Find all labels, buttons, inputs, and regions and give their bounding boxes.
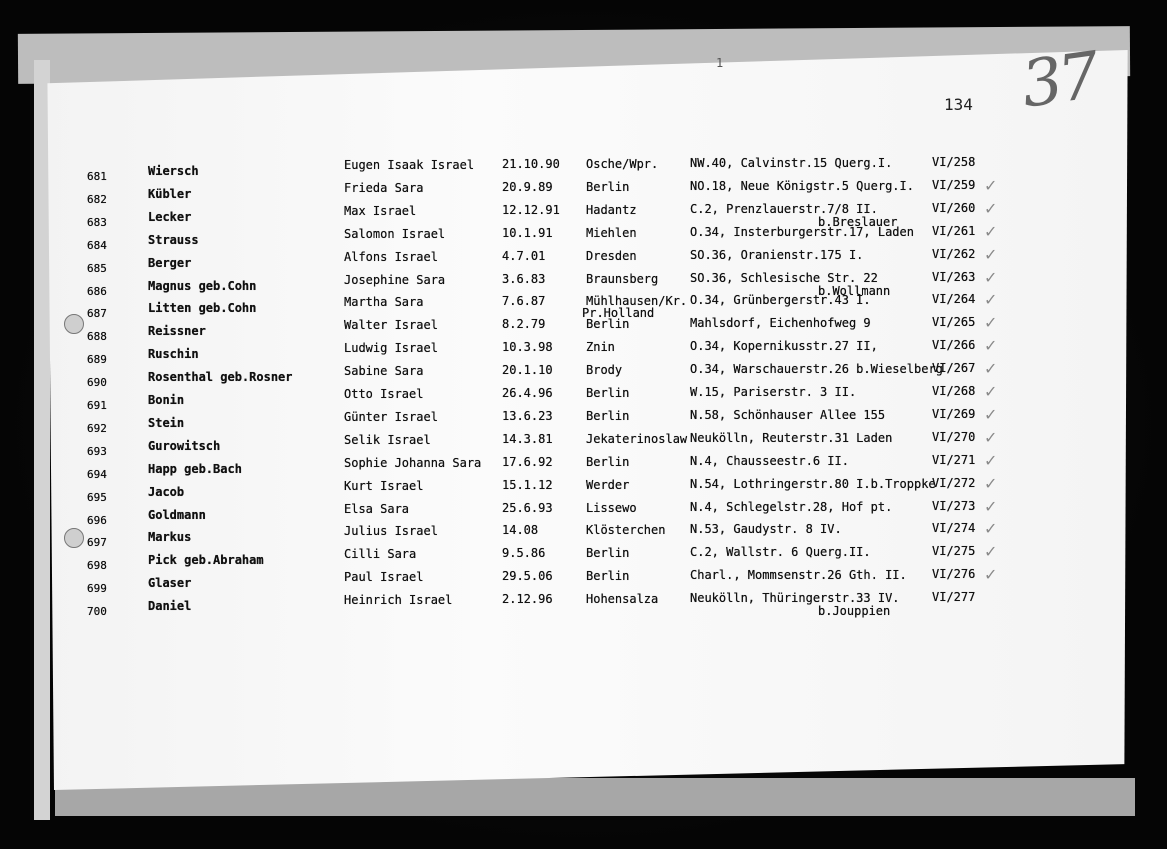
surname: Jacob (148, 484, 185, 499)
birth-place: Miehlen (586, 225, 637, 240)
birth-date: 9.5.86 (502, 546, 546, 561)
check-mark-icon: ✓ (984, 427, 998, 447)
address: N.58, Schönhauser Allee 155 (690, 407, 886, 422)
check-mark-icon: ✓ (984, 175, 998, 195)
birth-place: Berlin (586, 546, 630, 561)
surname: Glaser (148, 576, 192, 591)
birth-place: Berlin (586, 317, 630, 332)
given-names: Julius Israel (344, 524, 438, 539)
given-names: Josephine Sara (344, 272, 446, 287)
surname: Rosenthal geb.Rosner (148, 370, 293, 385)
check-mark-icon: ✓ (984, 542, 998, 562)
check-mark-icon: ✓ (984, 496, 998, 516)
birth-date: 20.9.89 (502, 179, 553, 194)
reference-number: VI/268 (932, 384, 976, 398)
birth-place: Werder (586, 477, 630, 492)
entry-number: 699 (87, 582, 107, 596)
address: C.2, Prenzlauerstr.7/8 II. (690, 201, 878, 216)
address: O.34, Warschauerstr.26 b.Wieselberg (690, 362, 943, 377)
given-names: Martha Sara (344, 295, 424, 310)
birth-date: 3.6.83 (502, 271, 546, 286)
reference-number: VI/264 (932, 292, 976, 307)
address: O.34, Grünbergerstr.43 I. (690, 293, 871, 308)
birth-place: Lissewo (586, 500, 637, 515)
address: N.4, Chausseestr.6 II. (690, 453, 849, 468)
birth-place: Jekaterinoslaw (586, 431, 688, 446)
top-mark: 1 (716, 56, 724, 70)
birth-place: Znin (586, 340, 615, 355)
birth-place: Dresden (586, 248, 637, 263)
handwritten-number: 37 (1017, 39, 1101, 123)
reference-number: VI/269 (932, 406, 976, 421)
reference-number: VI/260 (932, 200, 976, 215)
birth-place: Berlin (586, 569, 630, 584)
reference-number: VI/275 (932, 544, 976, 559)
surname: Strauss (148, 232, 199, 247)
surname: Reissner (148, 324, 206, 339)
check-mark-icon: ✓ (984, 198, 998, 218)
check-mark-icon: ✓ (984, 473, 998, 493)
page-number: 134 (944, 95, 973, 114)
given-names: Alfons Israel (344, 249, 438, 264)
entry-number: 696 (87, 513, 107, 527)
given-names: Günter Israel (344, 409, 438, 424)
birth-date: 2.12.96 (502, 592, 553, 607)
list-row (0, 590, 1167, 623)
reference-number: VI/266 (932, 338, 976, 353)
check-mark-icon: ✓ (984, 267, 998, 287)
entry-number: 698 (87, 559, 107, 573)
given-names: Sophie Johanna Sara (344, 455, 482, 470)
check-mark-icon: ✓ (984, 290, 998, 310)
given-names: Paul Israel (344, 570, 424, 585)
address: O.34, Insterburgerstr.17, Laden (690, 224, 914, 239)
entry-number: 694 (87, 467, 107, 481)
check-mark-icon: ✓ (984, 565, 998, 585)
address: NW.40, Calvinstr.15 Querg.I. (690, 156, 893, 170)
given-names: Walter Israel (344, 318, 438, 333)
birth-date: 12.12.91 (502, 202, 560, 217)
birth-date: 21.10.90 (502, 157, 560, 171)
given-names: Otto Israel (344, 387, 424, 401)
reference-number: VI/276 (932, 567, 976, 582)
address: Mahlsdorf, Eichenhofweg 9 (690, 316, 871, 331)
address-note: b.Breslauer (818, 214, 898, 229)
address: SO.36, Schlesische Str. 22 (690, 270, 878, 285)
entry-number: 685 (87, 261, 107, 275)
birth-place: Mühlhausen/Kr. (586, 294, 688, 309)
surname: Daniel (148, 599, 192, 614)
check-mark-icon: ✓ (984, 244, 998, 264)
birth-date: 10.3.98 (502, 340, 553, 355)
entry-number: 682 (87, 192, 107, 206)
entry-number: 691 (87, 399, 107, 412)
check-mark-icon: ✓ (984, 221, 998, 241)
entry-number: 687 (87, 307, 107, 321)
address: SO.36, Oranienstr.175 I. (690, 247, 864, 262)
birth-place: Hohensalza (586, 592, 659, 607)
given-names: Heinrich Israel (344, 593, 453, 608)
address: W.15, Pariserstr. 3 II. (690, 385, 857, 399)
birth-date: 4.7.01 (502, 248, 546, 263)
birth-date: 25.6.93 (502, 500, 553, 515)
reference-number: VI/274 (932, 521, 976, 536)
birth-place: Klösterchen (586, 523, 666, 538)
surname: Kübler (148, 186, 192, 201)
birth-date: 10.1.91 (502, 225, 553, 240)
surname: Litten geb.Cohn (148, 301, 257, 316)
check-mark-icon: ✓ (984, 382, 998, 401)
check-mark-icon: ✓ (984, 404, 998, 424)
surname: Berger (148, 255, 192, 270)
birth-date: 20.1.10 (502, 363, 553, 378)
birth-place: Berlin (586, 454, 630, 469)
reference-number: VI/272 (932, 475, 976, 490)
address: Neukölln, Reuterstr.31 Laden (690, 430, 893, 445)
birth-date: 17.6.92 (502, 454, 553, 469)
birth-date: 8.2.79 (502, 317, 546, 332)
address: N.54, Lothringerstr.80 I.b.Troppke (690, 476, 936, 491)
birth-place: Braunsberg (586, 271, 659, 286)
birth-place: Berlin (586, 386, 630, 400)
birth-place: Berlin (586, 179, 630, 194)
given-names: Frieda Sara (344, 180, 424, 195)
surname: Happ geb.Bach (148, 461, 242, 476)
birth-date: 26.4.96 (502, 386, 553, 400)
reference-number: VI/263 (932, 269, 976, 284)
surname: Pick geb.Abraham (148, 553, 264, 568)
entry-number: 684 (87, 238, 107, 252)
address: Charl., Mommsenstr.26 Gth. II. (690, 568, 907, 583)
birth-date: 13.6.23 (502, 408, 553, 423)
reference-number: VI/270 (932, 429, 976, 444)
entry-number: 683 (87, 215, 107, 229)
entry-number: 686 (87, 284, 107, 298)
surname: Gurowitsch (148, 438, 221, 453)
surname: Stein (148, 415, 185, 430)
check-mark-icon: ✓ (984, 519, 998, 539)
reference-number: VI/259 (932, 177, 976, 192)
birth-date: 29.5.06 (502, 569, 553, 584)
reference-number: VI/277 (932, 590, 976, 605)
given-names: Selik Israel (344, 432, 431, 447)
entry-number: 681 (87, 170, 107, 183)
birth-place: Brody (586, 363, 623, 378)
given-names: Ludwig Israel (344, 341, 438, 356)
surname: Lecker (148, 209, 192, 224)
birth-date: 14.08 (502, 523, 539, 538)
entry-number: 688 (87, 330, 107, 344)
birth-date: 15.1.12 (502, 477, 553, 492)
given-names: Sabine Sara (344, 364, 424, 379)
entry-number: 690 (87, 376, 107, 390)
given-names: Elsa Sara (344, 501, 410, 516)
address-note: b.Wollmann (818, 283, 891, 298)
entry-number: 697 (87, 536, 107, 550)
birth-date: 14.3.81 (502, 431, 553, 446)
birth-place-note: Pr.Holland (582, 306, 655, 321)
given-names: Max Israel (344, 203, 417, 218)
address: N.53, Gaudystr. 8 IV. (690, 522, 842, 537)
entry-number: 689 (87, 353, 107, 367)
birth-place: Berlin (586, 408, 630, 423)
surname: Markus (148, 530, 192, 545)
entry-number: 693 (87, 444, 107, 458)
surname: Bonin (148, 393, 185, 407)
surname: Wiersch (148, 164, 199, 178)
reference-number: VI/258 (932, 155, 976, 169)
entry-number: 695 (87, 490, 107, 504)
given-names: Eugen Isaak Israel (344, 158, 475, 172)
reference-number: VI/267 (932, 361, 976, 376)
reference-number: VI/265 (932, 315, 976, 330)
surname: Magnus geb.Cohn (148, 278, 257, 293)
address: C.2, Wallstr. 6 Querg.II. (690, 545, 871, 560)
given-names: Salomon Israel (344, 226, 446, 241)
birth-place: Hadantz (586, 202, 637, 217)
entry-number: 700 (87, 605, 107, 619)
entry-number: 692 (87, 421, 107, 435)
check-mark-icon: ✓ (984, 450, 998, 470)
check-mark-icon: ✓ (984, 336, 998, 356)
surname: Goldmann (148, 507, 206, 522)
address: O.34, Kopernikusstr.27 II, (690, 339, 878, 354)
address-note: b.Jouppien (818, 604, 891, 619)
address: Neukölln, Thüringerstr.33 IV. (690, 591, 900, 606)
given-names: Kurt Israel (344, 478, 424, 493)
birth-date: 7.6.87 (502, 294, 546, 309)
address: N.4, Schlegelstr.28, Hof pt. (690, 499, 893, 514)
reference-number: VI/261 (932, 223, 976, 238)
check-mark-icon: ✓ (984, 313, 998, 333)
reference-number: VI/262 (932, 246, 976, 261)
reference-number: VI/273 (932, 498, 976, 513)
surname: Ruschin (148, 347, 199, 362)
address: NO.18, Neue Königstr.5 Querg.I. (690, 178, 914, 193)
birth-place: Osche/Wpr. (586, 157, 659, 171)
reference-number: VI/271 (932, 452, 976, 467)
check-mark-icon: ✓ (984, 359, 998, 379)
given-names: Cilli Sara (344, 547, 417, 562)
